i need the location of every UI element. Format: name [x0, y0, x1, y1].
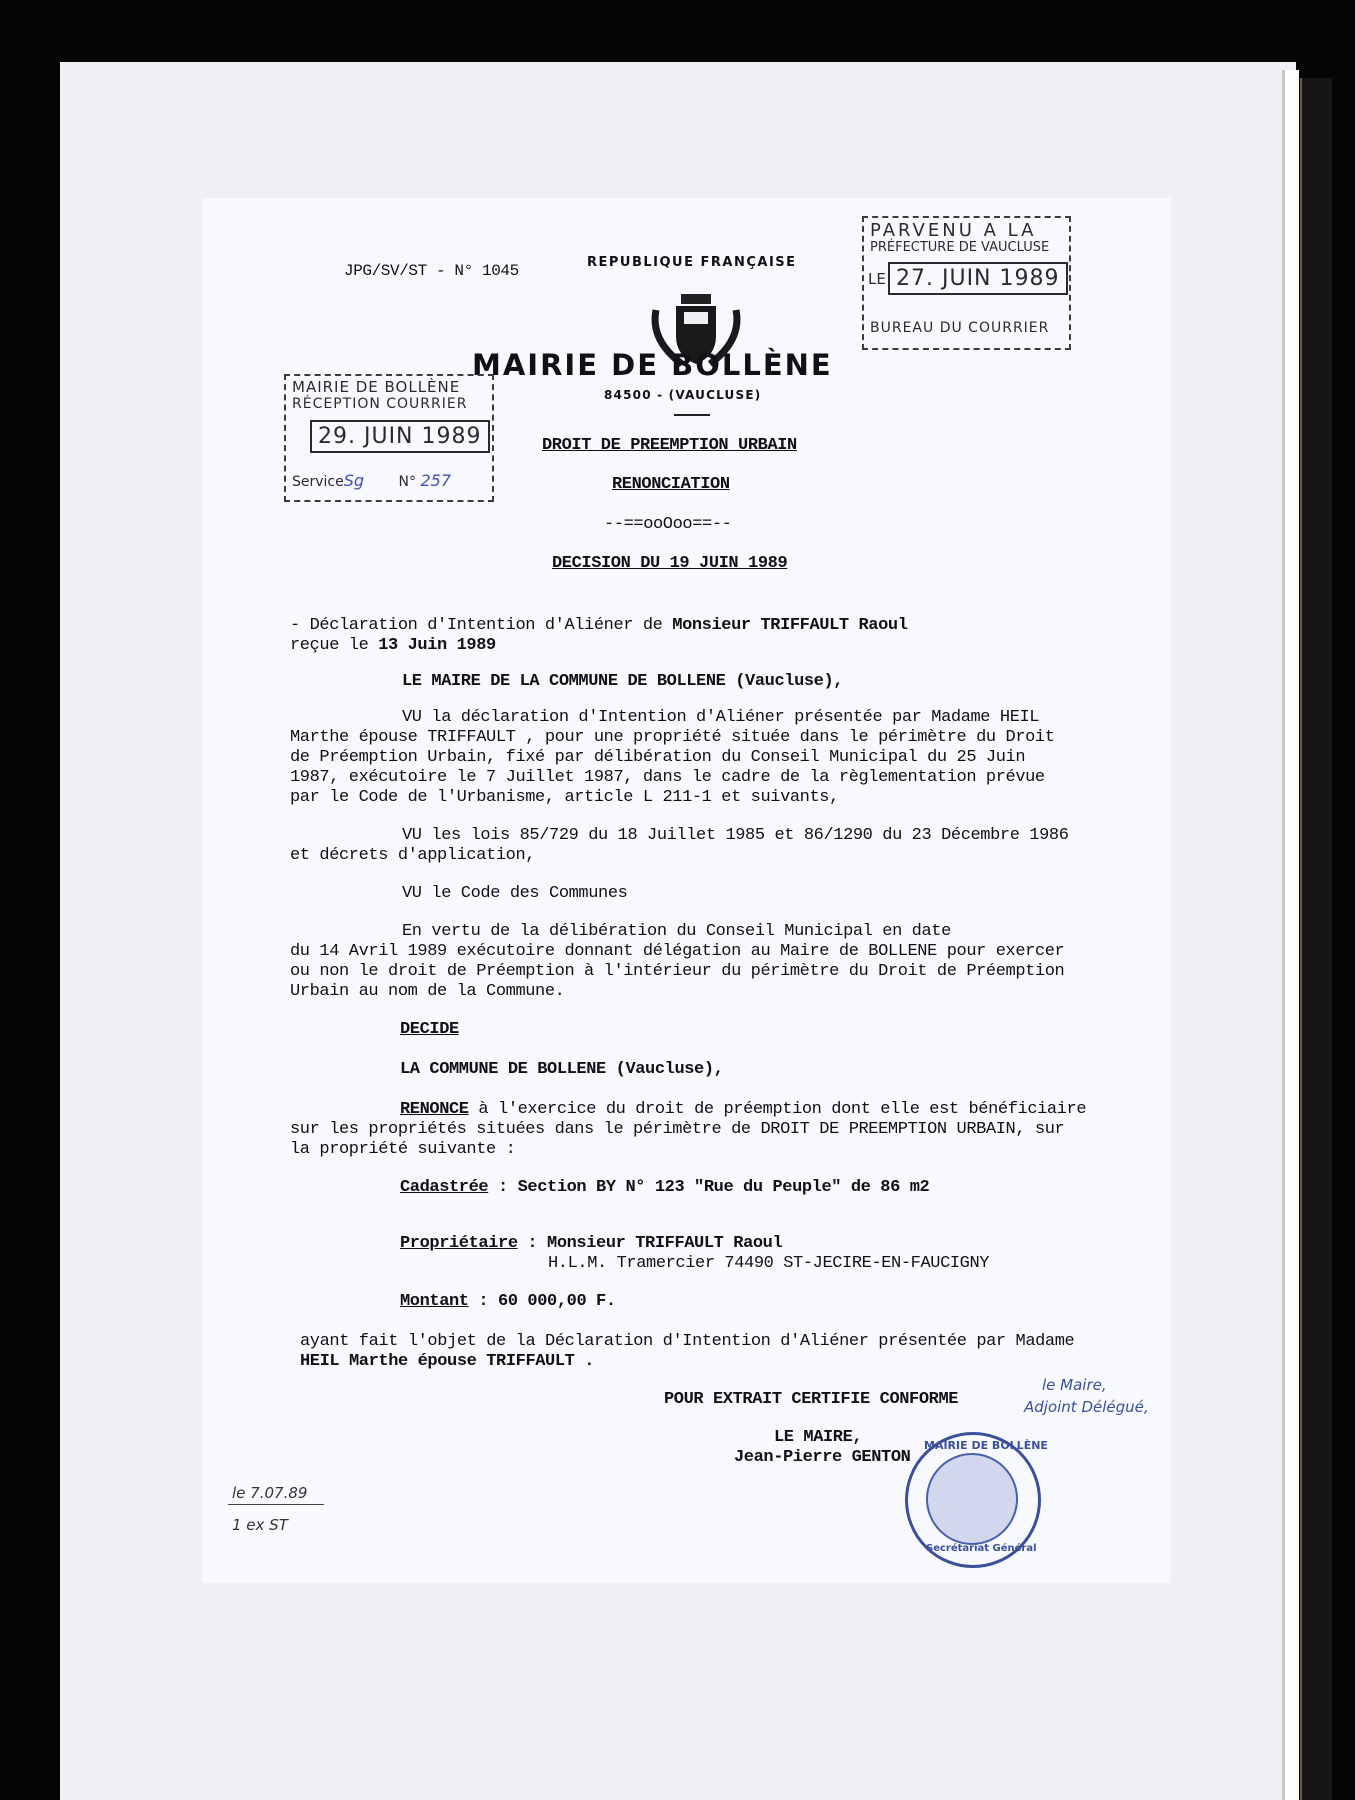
margin-note-rule [228, 1504, 324, 1505]
proprietaire-value: : Monsieur TRIFFAULT Raoul [517, 1234, 783, 1253]
proprietaire-line [400, 1234, 782, 1253]
vu2-line2: et décrets d'application, [290, 846, 536, 865]
postcode: 84500 - (VAUCLUSE) [604, 388, 762, 402]
decide-heading: DECIDE [400, 1020, 459, 1039]
binder-edge-dark [1300, 78, 1332, 1800]
cadastre-label: Cadastrée [400, 1178, 489, 1197]
intro-date: 13 Juin 1989 [378, 636, 496, 655]
vu3-line: VU le Code des Communes [402, 884, 628, 903]
vu1-line5: par le Code de l'Urbanisme, article L 211-1 et suivants, [290, 788, 839, 807]
seal-top-text: MAIRIE DE BOLLÈNE [924, 1439, 1048, 1452]
stamp-mairie-service-label: Service [292, 474, 344, 490]
stamp-mairie [284, 374, 494, 502]
stamp-prefecture-prefix: LE [868, 270, 886, 288]
maire-commune: LE MAIRE DE LA COMMUNE DE BOLLENE (Vaucluse), [402, 672, 844, 691]
document-page [202, 198, 1171, 1583]
vertu-line3: ou non le droit de Préemption à l'intérieur du périmètre du Droit de Préemption [290, 962, 1065, 981]
stamp-mairie-num-value: 257 [420, 471, 451, 490]
round-seal [905, 1432, 1048, 1568]
commune-line: LA COMMUNE DE BOLLENE (Vaucluse), [400, 1060, 724, 1079]
extrait-certifie: POUR EXTRAIT CERTIFIE CONFORME [664, 1390, 959, 1409]
stamp-mairie-service-value: Sg [343, 471, 365, 490]
cadastre-line [400, 1178, 929, 1197]
vu1-line2: Marthe épouse TRIFFAULT , pour une propriété située dans le périmètre du Droit [290, 728, 1055, 747]
renonce-keyword: RENONCE [400, 1100, 469, 1119]
title-decision: DECISION DU 19 JUIN 1989 [552, 554, 788, 573]
vertu-line1: En vertu de la délibération du Conseil Municipal en date [402, 922, 951, 941]
vertu-line4: Urbain au nom de la Commune. [290, 982, 565, 1001]
stamp-mairie-line1: MAIRIE DE BOLLÈNE [292, 378, 461, 396]
proprietaire-address: H.L.M. Tramercier 74490 ST-JECIRE-EN-FAUCIGNY [548, 1254, 990, 1273]
binder-edge [1282, 70, 1299, 1800]
stamp-prefecture [862, 216, 1071, 350]
stamp-mairie-num-label: N° [398, 474, 416, 490]
handwritten-adjoint: Adjoint Délégué, [1024, 1398, 1149, 1416]
divider [674, 414, 710, 416]
stamp-prefecture-date: 27. JUIN 1989 [888, 262, 1068, 295]
vu1-line1: VU la déclaration d'Intention d'Aliéner présentée par Madame HEIL [402, 708, 1040, 727]
intro-received: reçue le [290, 636, 379, 655]
ayant-line1: ayant fait l'objet de la Déclaration d'Intention d'Aliéner présentée par Madame [300, 1332, 1075, 1351]
margin-note-copy: 1 ex ST [232, 1516, 288, 1534]
intro-text: - Déclaration d'Intention d'Aliéner de [290, 616, 673, 635]
renonce-line3: la propriété suivante : [290, 1140, 516, 1159]
renonce-text: à l'exercice du droit de préemption dont elle est bénéficiaire [468, 1100, 1087, 1119]
renonce-line1 [400, 1100, 1086, 1119]
vu2-line1: VU les lois 85/729 du 18 Juillet 1985 et 86/1290 du 23 Décembre 1986 [402, 826, 1069, 845]
stamp-prefecture-line3: BUREAU DU COURRIER [870, 320, 1050, 336]
renonce-line2: sur les propriétés situées dans le périmètre de DROIT DE PREEMPTION URBAIN, sur [290, 1120, 1065, 1139]
title-droit-preemption: DROIT DE PREEMPTION URBAIN [542, 436, 797, 455]
signature-name: Jean-Pierre GENTON [734, 1448, 911, 1467]
reference-number: JPG/SV/ST - N° 1045 [344, 262, 519, 280]
vu1-line3: de Préemption Urbain, fixé par délibération du Conseil Municipal du 25 Juin [290, 748, 1026, 767]
stamp-prefecture-line2: PRÉFECTURE DE VAUCLUSE [870, 240, 1050, 255]
seal-emblem [926, 1453, 1018, 1545]
mairie-title: MAIRIE DE BOLLÈNE [472, 348, 833, 382]
ayant-line2: HEIL Marthe épouse TRIFFAULT . [300, 1352, 595, 1371]
stamp-prefecture-line1: PARVENU A LA [870, 220, 1037, 241]
title-renonciation: RENONCIATION [612, 475, 730, 494]
handwritten-maire: le Maire, [1042, 1376, 1107, 1394]
title-separator: --==ooOoo==-- [604, 515, 732, 534]
stamp-mairie-line2: RÉCEPTION COURRIER [292, 396, 468, 412]
cadastre-value: : Section BY N° 123 "Rue du Peuple" de 86 m2 [488, 1178, 930, 1197]
montant-value: : 60 000,00 F. [468, 1292, 616, 1311]
intro-line2 [290, 636, 496, 655]
seal-bottom-text: Secrétariat Général [926, 1543, 1037, 1554]
intro-line1 [290, 616, 908, 635]
proprietaire-label: Propriétaire [400, 1234, 518, 1253]
stamp-mairie-date: 29. JUIN 1989 [310, 420, 490, 453]
vu1-line4: 1987, exécutoire le 7 Juillet 1987, dans le cadre de la règlementation prévue [290, 768, 1045, 787]
intro-name: Monsieur TRIFFAULT Raoul [672, 616, 908, 635]
vertu-line2: du 14 Avril 1989 exécutoire donnant délégation au Maire de BOLLENE pour exercer [290, 942, 1065, 961]
republic-label: REPUBLIQUE FRANÇAISE [587, 255, 797, 270]
montant-line [400, 1292, 616, 1311]
margin-note-date: le 7.07.89 [232, 1484, 308, 1502]
signature-maire: LE MAIRE, [774, 1428, 863, 1447]
montant-label: Montant [400, 1292, 469, 1311]
